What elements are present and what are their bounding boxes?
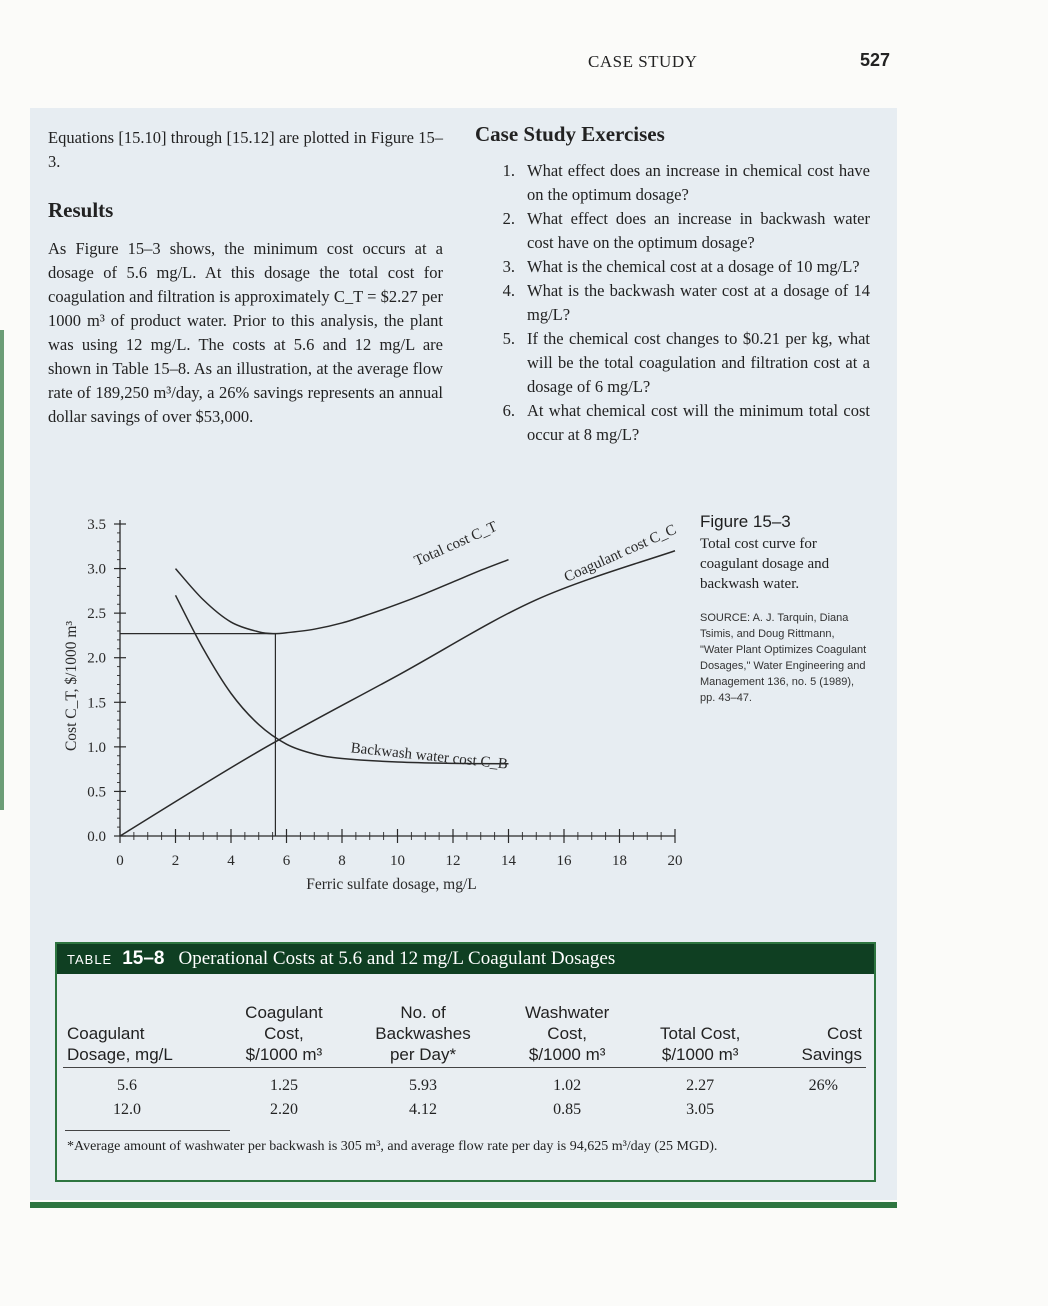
page-number: 527 bbox=[860, 50, 891, 70]
backwash-cost-curve bbox=[176, 595, 509, 763]
table-header bbox=[57, 944, 874, 974]
figure-source: SOURCE: A. J. Tarquin, Diana Tsimis, and Doug Rittmann, "Water Plant Optimizes Coagulant Dosages," Water Engineering and Management 136, no. 5 (1989), pp. 43–47. bbox=[700, 612, 867, 704]
figure-caption bbox=[700, 512, 870, 706]
column-header: Washwater Cost, $/1000 m³ bbox=[499, 1002, 635, 1068]
list-item bbox=[475, 279, 870, 327]
column-header: Total Cost, $/1000 m³ bbox=[635, 1002, 765, 1068]
list-item bbox=[475, 255, 870, 279]
x-tick-label: 20 bbox=[667, 853, 683, 869]
table-cell: 5.93 bbox=[409, 1077, 437, 1094]
list-item bbox=[475, 159, 870, 207]
table-cell: 12.0 bbox=[113, 1101, 141, 1118]
x-tick-label: 0 bbox=[116, 853, 124, 869]
x-tick-label: 12 bbox=[445, 853, 461, 869]
column-header: Coagulant Cost, $/1000 m³ bbox=[221, 1002, 347, 1068]
results-heading: Results bbox=[48, 198, 114, 222]
edge-bar bbox=[0, 330, 4, 810]
coagulant-cost-annotation: Coagulant cost C_C bbox=[561, 521, 679, 586]
y-tick-label: 0.0 bbox=[87, 829, 106, 845]
cost-chart bbox=[48, 500, 698, 910]
table-cell: 4.12 bbox=[409, 1101, 437, 1118]
table-title: Operational Costs at 5.6 and 12 mg/L Coagulant Dosages bbox=[178, 948, 616, 969]
exercise-number: 2. bbox=[502, 209, 515, 228]
results-paragraph: As Figure 15–3 shows, the minimum cost occurs at a dosage of 5.6 mg/L. At this dosage the total cost for coagulation and filtration is approximately C_T = $2.27 per 1000 m³ of product water. Prior to this analysis, the plant was using 12 mg/L. The costs at 5.6 and 12 mg/L are shown in Table 15–8. As an illustration, at the average flow rate of 189,250 m³/day, a 26% savings represents an annual dollar savings of over $53,000. bbox=[48, 239, 443, 426]
table-cell: 2.20 bbox=[269, 1101, 298, 1118]
column-header: Coagulant Dosage, mg/L bbox=[63, 1002, 221, 1068]
exercise-number: 5. bbox=[502, 329, 515, 348]
table-label-word: TABLE bbox=[67, 951, 113, 967]
table-cell: 2.27 bbox=[686, 1077, 715, 1094]
table-row bbox=[63, 1068, 866, 1099]
running-title: CASE STUDY bbox=[588, 52, 698, 71]
right-column bbox=[475, 122, 870, 447]
exercise-number: 6. bbox=[502, 401, 515, 420]
table-cell: 3.05 bbox=[686, 1101, 715, 1118]
exercise-list bbox=[475, 159, 870, 447]
y-tick-label: 2.0 bbox=[87, 650, 106, 667]
total-cost-annotation: Total cost C_T bbox=[412, 518, 500, 570]
x-tick-label: 18 bbox=[612, 853, 627, 869]
exercise-text: What effect does an increase in backwash water cost have on the optimum dosage? bbox=[527, 209, 870, 252]
figure-description: Total cost curve for coagulant dosage and backwash water. bbox=[700, 536, 830, 592]
table-cell: 26% bbox=[808, 1077, 838, 1094]
x-axis-label: Ferric sulfate dosage, mg/L bbox=[306, 876, 477, 893]
y-tick-label: 1.5 bbox=[87, 695, 106, 712]
table-cell bbox=[765, 1098, 866, 1122]
x-tick-label: 16 bbox=[556, 853, 572, 869]
x-tick-label: 2 bbox=[171, 853, 180, 869]
y-tick-label: 3.0 bbox=[87, 561, 106, 578]
exercise-text: If the chemical cost changes to $0.21 per kg, what will be the total coagulation and filtration cost at a dosage of 6 mg/L? bbox=[527, 329, 870, 396]
list-item bbox=[475, 399, 870, 447]
coagulant-cost-line bbox=[120, 551, 675, 836]
exercises-heading: Case Study Exercises bbox=[475, 122, 665, 146]
y-tick-label: 2.5 bbox=[87, 606, 106, 623]
exercise-number: 1. bbox=[502, 161, 515, 180]
list-item bbox=[475, 327, 870, 399]
y-tick-label: 0.5 bbox=[87, 784, 106, 801]
table-cell: 0.85 bbox=[553, 1101, 582, 1118]
backwash-cost-annotation: Backwash water cost C_B bbox=[349, 740, 509, 773]
x-tick-label: 14 bbox=[501, 853, 516, 869]
cost-data-table bbox=[63, 1002, 866, 1122]
total-cost-curve bbox=[176, 560, 509, 634]
intro-paragraph: Equations [15.10] through [15.12] are plotted in Figure 15–3. bbox=[48, 128, 443, 171]
x-tick-label: 10 bbox=[390, 853, 405, 869]
exercise-text: What is the chemical cost at a dosage of 10 mg/L? bbox=[527, 257, 860, 276]
y-axis-label: Cost C_T, $/1000 m³ bbox=[63, 620, 80, 752]
exercise-text: What is the backwash water cost at a dosage of 14 mg/L? bbox=[527, 281, 870, 324]
bottom-rule bbox=[30, 1202, 897, 1208]
x-tick-label: 4 bbox=[227, 853, 235, 869]
table-cell: 1.02 bbox=[553, 1077, 582, 1094]
table-cell: 1.25 bbox=[269, 1077, 298, 1094]
x-tick-label: 8 bbox=[338, 853, 346, 869]
table-row bbox=[63, 1098, 866, 1122]
list-item bbox=[475, 207, 870, 255]
table-cell: 5.6 bbox=[117, 1077, 137, 1094]
exercise-number: 4. bbox=[502, 281, 515, 300]
exercise-text: At what chemical cost will the minimum total cost occur at 8 mg/L? bbox=[527, 401, 870, 444]
exercise-number: 3. bbox=[502, 257, 515, 276]
footnote-rule bbox=[65, 1130, 230, 1131]
table-label-number: 15–8 bbox=[122, 948, 165, 969]
column-header: Cost Savings bbox=[765, 1002, 866, 1068]
cost-table bbox=[55, 942, 876, 1182]
figure-label: Figure 15–3 bbox=[700, 512, 791, 531]
exercise-text: What effect does an increase in chemical cost have on the optimum dosage? bbox=[527, 161, 870, 204]
column-header: No. of Backwashes per Day* bbox=[347, 1002, 499, 1068]
y-tick-label: 3.5 bbox=[87, 517, 106, 533]
left-column bbox=[48, 126, 443, 429]
x-tick-label: 6 bbox=[282, 853, 291, 869]
table-footnote: *Average amount of washwater per backwash is 305 m³, and average flow rate per day is 94,625 m³/day (25 MGD). bbox=[67, 1139, 718, 1154]
y-tick-label: 1.0 bbox=[87, 739, 106, 756]
